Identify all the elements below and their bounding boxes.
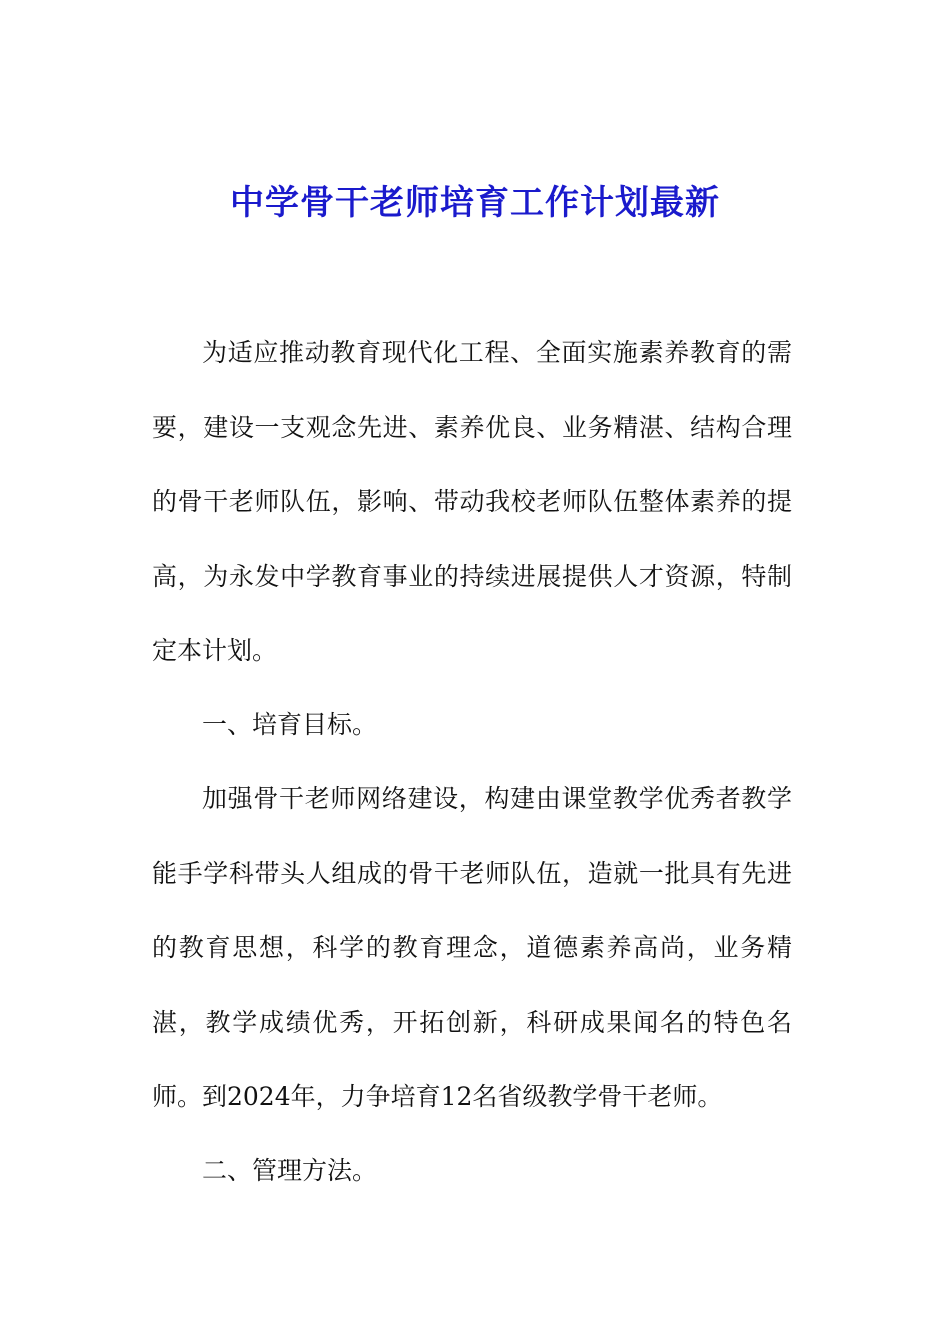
paragraph-intro: 为适应推动教育现代化工程、全面实施素养教育的需要，建设一支观念先进、素养优良、业务精湛、结构合理的骨干老师队伍，影响、带动我校老师队伍整体素养的提高，为永发中学教育事业的持续进展提供人才资源，特制定本计划。 — [152, 338, 792, 665]
document-title: 中学骨干老师培育工作计划最新 — [230, 183, 720, 223]
section-heading-management: 二、管理方法。 — [202, 1156, 378, 1185]
paragraph-goals: 加强骨干老师网络建设，构建由课堂教学优秀者教学能手学科带头人组成的骨干老师队伍，造就一批具有先进的教育思想，科学的教育理念，道德素养高尚，业务精湛，教学成绩优秀，开拓创新，科研成果闻名的特色名师。到2024年，力争培育12名省级教学骨干老师。 — [152, 784, 792, 1111]
section-heading-goals: 一、培育目标。 — [202, 710, 378, 739]
